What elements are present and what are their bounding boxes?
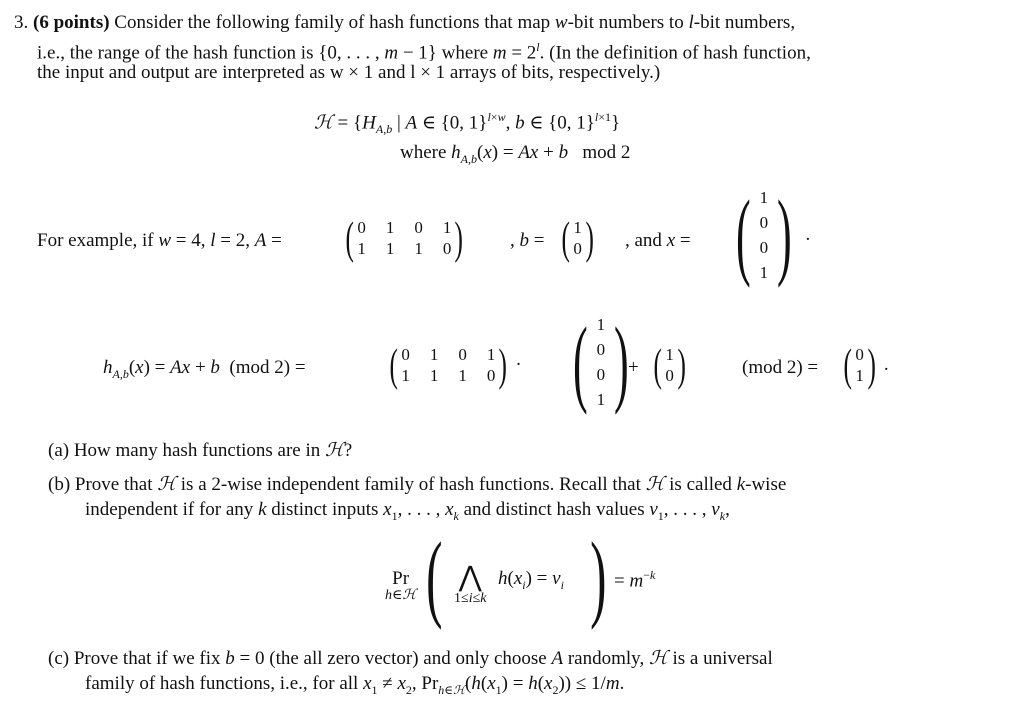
matrix-A-entry: 0 xyxy=(458,345,467,364)
part-a: (a) How many hash functions are in ℋ? xyxy=(48,439,353,461)
intro-text-1: Consider the following family of hash functions that map w-bit numbers to l-bit numbers, xyxy=(114,12,796,33)
matrix-A-entry: 0 xyxy=(401,345,410,364)
vector-x-entry: 1 xyxy=(596,390,606,409)
problem-points: (6 points) xyxy=(33,12,110,33)
computation-matrix-A: ( 0 1 0 1 1 1 1 0 ) · xyxy=(389,339,522,390)
matrix-A-entry: 1 xyxy=(429,366,439,385)
matrix-A-entry: 1 xyxy=(385,218,395,237)
result-vector-entry: 1 xyxy=(855,366,864,385)
b-label: , b = xyxy=(510,230,545,251)
matrix-A-entry: 1 xyxy=(385,239,395,258)
vector-b: ( 1 0 ) xyxy=(561,212,594,263)
vector-b-entry: 1 xyxy=(573,218,582,237)
matrix-A: ( 0 1 0 1 1 1 1 0 ) xyxy=(345,212,464,263)
hash-definition: where $h_{A,b}(x) = Ax + b$ mod 2 xyxy=(400,142,631,166)
matrix-A-entry: 1 xyxy=(357,239,366,258)
vector-x-entry: 0 xyxy=(596,365,606,384)
vector-x-entry: 0 xyxy=(759,213,769,232)
matrix-A-entry: 1 xyxy=(442,218,452,237)
computation-vector-x: ( 1 0 0 1 ) xyxy=(572,308,629,416)
part-b-line-2: independent if for any k distinct inputs $x_1$, . . . , $x_k$ and distinct hash values $v_1$, . . . , $v_k$, xyxy=(85,499,730,523)
example-lead: For example, if w = 4, l = 2, A = xyxy=(37,230,282,251)
matrix-A-entry: 1 xyxy=(429,345,439,364)
matrix-A-entry: 0 xyxy=(357,218,366,237)
vector-x-entry: 1 xyxy=(596,315,606,334)
matrix-A-entry: 0 xyxy=(414,218,423,237)
problem-number: 3. xyxy=(14,12,29,33)
result-vector-entry: 0 xyxy=(855,345,864,364)
matrix-A-entry: 1 xyxy=(486,345,496,364)
vector-b-entry: 1 xyxy=(665,345,674,364)
vector-x-entry: 1 xyxy=(759,263,769,282)
wedge-operator: ⋀ 1≤i≤k xyxy=(454,562,487,606)
problem-intro-line-2: i.e., the range of the hash function is {0, . . . , m − 1} where $m = 2^l$. (In the definition of hash function, xyxy=(37,40,811,64)
matrix-A-entry: 1 xyxy=(414,239,423,258)
matrix-A-entry: 0 xyxy=(442,239,452,258)
matrix-A-entry: 1 xyxy=(401,366,410,385)
matrix-A-entry: 0 xyxy=(486,366,496,385)
problem-intro-line-3: the input and output are interpreted as w × 1 and l × 1 arrays of bits, respectively.) xyxy=(37,62,661,83)
family-definition: ℋ = {$H_{A,b}$ | A ∈ {0, 1}$^{l\times w}$, b ∈ {0, 1}$^{l\times 1}$} xyxy=(314,110,621,137)
part-b-line-1: (b) Prove that ℋ is a 2-wise independent family of hash functions. Recall that ℋ is called k-wise xyxy=(48,473,787,495)
vector-x-entry: 1 xyxy=(759,188,769,207)
vector-x: ( 1 0 0 1 ) . xyxy=(735,181,811,289)
part-c-line-1: (c) Prove that if we fix b = 0 (the all zero vector) and only choose A randomly, ℋ is a universal xyxy=(48,647,773,669)
vector-b-entry: 0 xyxy=(665,366,674,385)
problem-intro-line-1 xyxy=(14,10,795,35)
vector-b-entry: 0 xyxy=(573,239,582,258)
probability-event: $h(x_i) = v_i$ xyxy=(498,568,564,592)
computation-vector-b: ( 1 0 ) xyxy=(653,339,686,390)
plus-sign: + xyxy=(628,357,639,378)
vector-x-entry: 0 xyxy=(596,340,606,359)
probability-rhs: = $m^{-k}$ xyxy=(614,568,656,592)
computation-left: $h_{A,b}(x) = Ax + b$ (mod 2) = xyxy=(103,357,306,381)
probability-paren-close: ) xyxy=(590,523,607,631)
matrix-A-entry: 1 xyxy=(458,366,467,385)
probability-operator: Pr h∈ℋ xyxy=(385,568,417,603)
mod2-label: (mod 2) = xyxy=(742,357,819,378)
result-vector: ( 0 1 ) . xyxy=(843,339,889,390)
probability-paren-open: ( xyxy=(426,523,443,631)
part-c-line-2: family of hash functions, i.e., for all $x_1 \ne x_2$, $Pr_{h\in ℋ}(h(x_1) = h(x_2)) \le 1/m$. xyxy=(85,673,625,697)
vector-x-entry: 0 xyxy=(759,238,769,257)
x-label: , and x = xyxy=(625,230,691,251)
